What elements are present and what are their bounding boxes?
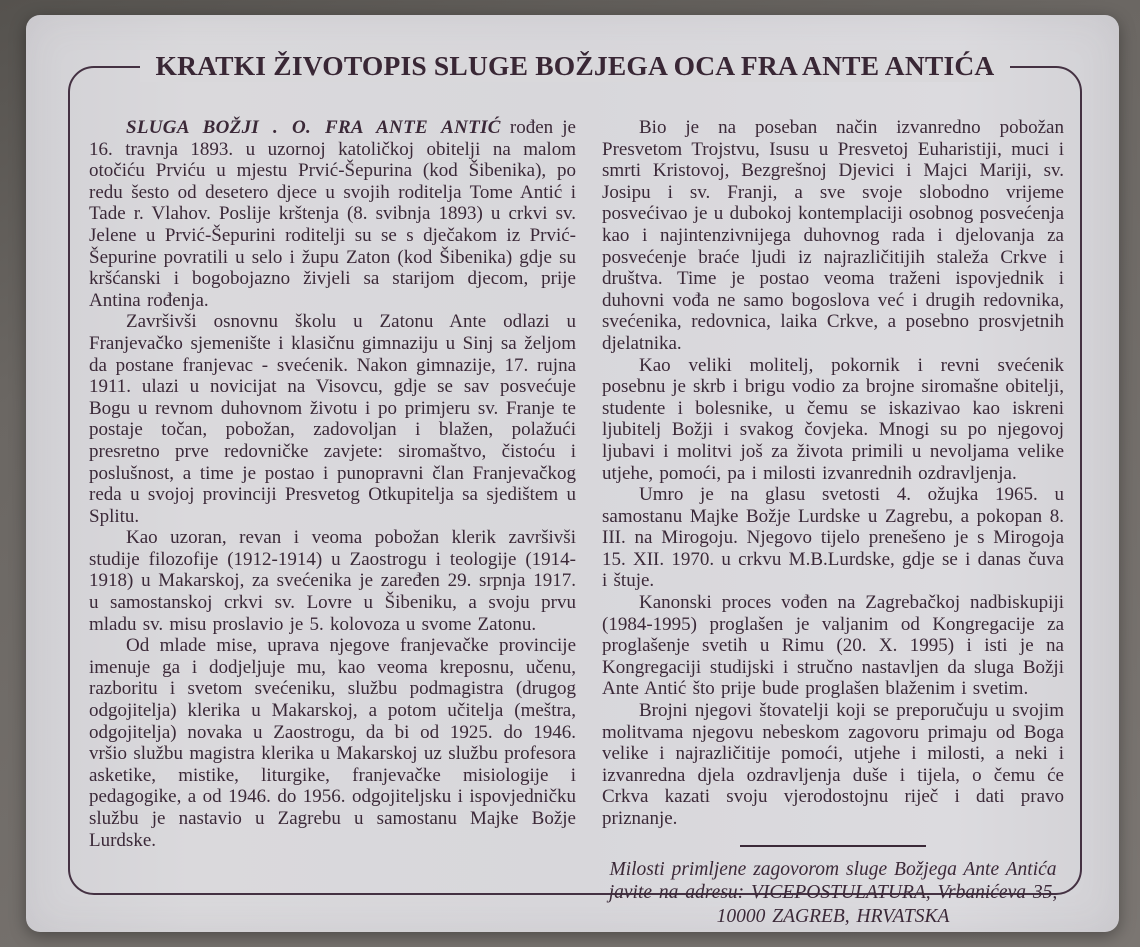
page-title: KRATKI ŽIVOTOPIS SLUGE BOŽJEGA OCA FRA ANTE ANTIĆA bbox=[140, 50, 1011, 82]
paragraph-death: Umro je na glasu svetosti 4. ožujka 1965. u samostanu Majke Božje Lurdske u Zagrebu, a pokopan 8. III. na Mirogoju. Njegovo tijelo prenešeno je s Mirogoja 15. XII. 1970. u crkvu M.B.Lurdske, gdje se i danas čuva i štuje. bbox=[602, 484, 1064, 592]
paragraph-charity: Kao veliki molitelj, pokornik i revni svećenik posebnu je skrb i brigu vodio za brojne siromašne obitelji, studente i bolesnike, u čemu se iskazivao kao iskreni ljubitelj Božji i svakog čovjeka. Mnogi su po njegovoj ljubavi i molitvi još za života primili u nevoljama velike utjehe, pomoći, pa i milosti izvanrednih ozdravljenja. bbox=[602, 354, 1064, 484]
contact-note-line: Milosti primljene zagovorom sluge Božjega Ante Antića bbox=[609, 858, 1057, 880]
left-column bbox=[89, 117, 576, 893]
right-column bbox=[602, 117, 1064, 927]
border-frame bbox=[68, 49, 1082, 927]
contact-note-line: javite na adresu: VICEPOSTULATURA, Vrbanićeva 35, bbox=[608, 882, 1058, 904]
paragraph-devotees: Brojni njegovi štovatelji koji se preporučuju u svojim molitvama njegovu nebeskom zagovoru primaju od Boga velike i najrazličitije pomoći, utjehe i milosti, a neki i izvanredna djela ozdravljenja duše i tijela, o čemu će Crkva kazati svoju vjerodostojnu riječ i dati pravo priznanje. bbox=[602, 700, 1064, 829]
separator-line bbox=[740, 845, 926, 847]
paragraph-service: Od mlade mise, uprava njegove franjevačke provincije imenuje ga i dodjeljuje mu, kao veoma kreposnu, učenu, razboritu i svetom svećeniku, službu podmagistra (drugog odgojitelja) klerika u Makarskoj, a potom učitelja (meštra, odgojitelja) novaka u Zaostrogu, da bi od 1925. do 1946. vršio službu magistra klerika u Makarskoj uz službu profesora asketike, mistike, liturgike, franjevačke misiologije i pedagogike, a od 1946. do 1956. odgojiteljsku i ispovjedničku službu je nastavio u Zagrebu u samostanu Majke Božje Lurdske. bbox=[89, 635, 576, 851]
contact-note bbox=[602, 858, 1064, 929]
lead-phrase: SLUGA BOŽJI . O. FRA ANTE ANTIĆ bbox=[126, 117, 501, 138]
leaflet-page bbox=[26, 15, 1119, 932]
paragraph-birth bbox=[89, 117, 576, 311]
paragraph-devotion: Bio je na poseban način izvanredno pobožan Presvetom Trojstvu, Isusu u Presvetoj Euharistiji, muci i smrti Kristovoj, Bezgrešnoj Djevici i Majci Mariji, sv. Josipu i sv. Franji, a sve svoje slobodno vrijeme posvećivao je u dubokoj kontemplaciji osobnog posvećenja kao i najintenzivnijega duhovnog rada i djelovanja za posvećenje braće ljudi iz najrazličitijih staleža Crkve i društva. Time je postao veoma traženi ispovjednik i duhovni vođa ne samo bogoslova već i drugih redovnika, svećenika, redovnica, laika Crkve, a posebno prosvjetnih djelatnika. bbox=[602, 117, 1064, 354]
paragraph-canonical-process: Kanonski proces vođen na Zagrebačkoj nadbiskupiji (1984-1995) proglašen je valjanim od Kongregacije za proglašenje svetih u Rimu (20. X. 1995) i isti je na Kongregaciji studijski i stručno nastavljen da sluga Božji Ante Antić što prije bude proglašen blaženim i svetim. bbox=[602, 592, 1064, 700]
two-column-body bbox=[70, 68, 1080, 927]
paragraph-ordination: Kao uzoran, revan i veoma pobožan klerik završivši studije filozofije (1912-1914) u Zaostrogu i teologije (1914-1918) u Makarskoj, za svećenika je zaređen 29. srpnja 1917. u samostanskoj crkvi sv. Lovre u Šibeniku, a svoju prvu mladu sv. misu proslavio je 5. kolovoza u svome Zatonu. bbox=[89, 527, 576, 635]
contact-note-line: 10000 ZAGREB, HRVATSKA bbox=[716, 905, 950, 927]
paragraph-schooling: Završivši osnovnu školu u Zatonu Ante odlazi u Franjevačko sjemenište i klasičnu gimnaziju u Sinj sa željom da postane franjevac - svećenik. Nakon gimnazije, 17. rujna 1911. ulazi u novicijat na Visovcu, gdje se sav posvećuje Bogu u revnom duhovnom životu i po primjeru sv. Franje te postaje točan, pobožan, zadovoljan i blažen, polažući presretno prve redovničke zavjete: siromaštvo, čistoću i poslušnost, a time je postao i punopravni član Franjevačkog reda u svojoj provinciji Presvetog Otkupitelja sa sjedištem u Splitu. bbox=[89, 311, 576, 527]
paragraph-text: rođen je 16. travnja 1893. u uzornoj katoličkoj obitelji na malom otočiću Prviću u mjestu Prvić-Šepurina (kod Šibenika), po redu šesto od desetero djece u svojih roditelja Tome Antić i Tade r. Vlahov. Poslije krštenja (8. svibnja 1893) u crkvi sv. Jelene u Prvić-Šepurini roditelji su se s dječakom iz Prvić-Šepurine povratili u selo i župu Zaton (kod Šibenika) gdje su kršćanski i bogobojazno živjeli sa starijom djecom, prije Antina rođenja. bbox=[89, 117, 576, 311]
